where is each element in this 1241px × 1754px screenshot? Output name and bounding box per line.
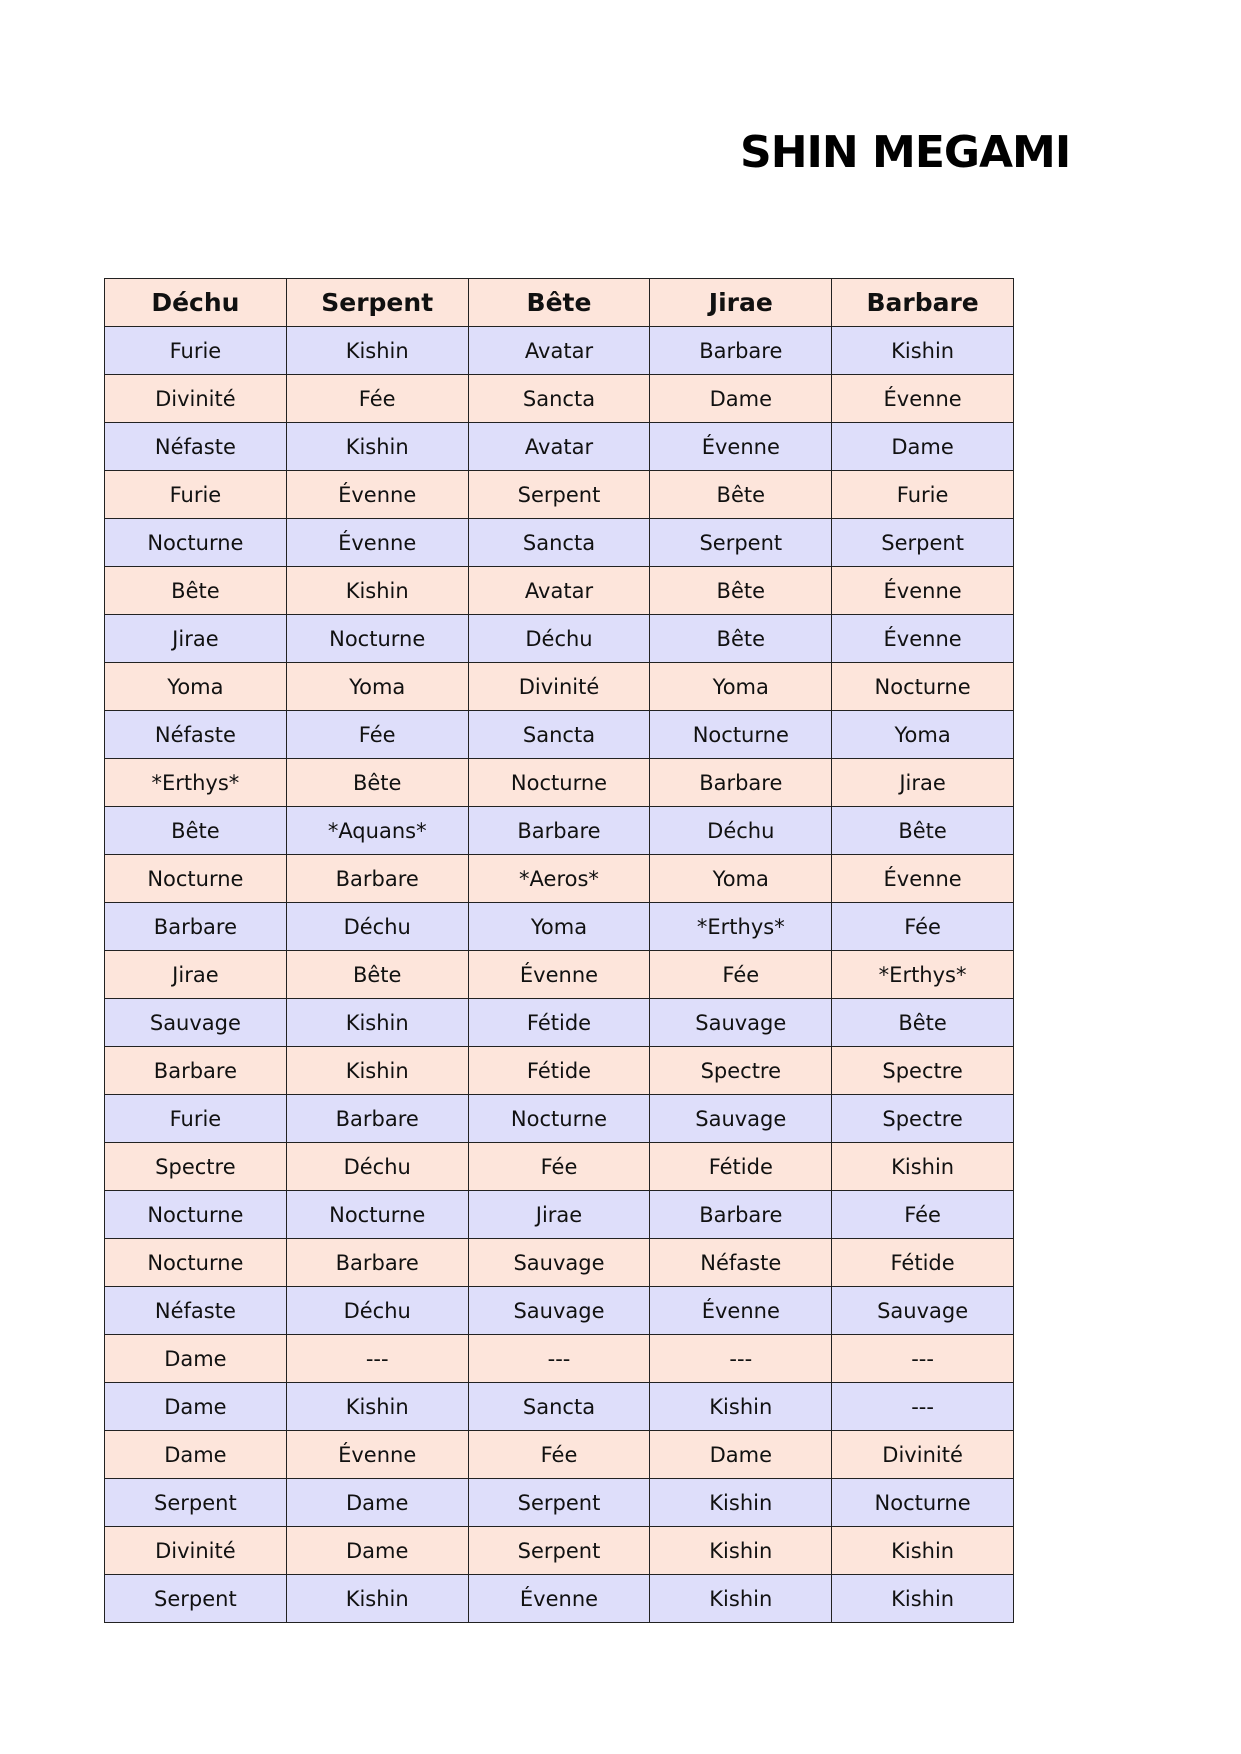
table-cell: Barbare (286, 855, 468, 903)
table-cell: Néfaste (105, 423, 287, 471)
table-row (105, 951, 1014, 999)
table-cell: Jirae (105, 951, 287, 999)
table-cell: Néfaste (650, 1239, 832, 1287)
table-cell: Furie (832, 471, 1014, 519)
table-cell: Sauvage (650, 1095, 832, 1143)
table-row (105, 615, 1014, 663)
table-cell: Kishin (650, 1383, 832, 1431)
table-cell: Dame (832, 423, 1014, 471)
table-cell: Fée (832, 903, 1014, 951)
table-cell: Sauvage (650, 999, 832, 1047)
table-cell: *Erthys* (650, 903, 832, 951)
table-row (105, 1479, 1014, 1527)
table-cell: Kishin (832, 1575, 1014, 1623)
table-cell: Évenne (650, 423, 832, 471)
table-cell: Fée (286, 375, 468, 423)
table-cell: Fée (286, 711, 468, 759)
table-cell: Déchu (468, 615, 650, 663)
table-cell: Dame (650, 375, 832, 423)
table-row (105, 1335, 1014, 1383)
table-cell: Néfaste (105, 1287, 287, 1335)
table-row (105, 1287, 1014, 1335)
table-cell: Dame (286, 1527, 468, 1575)
table-row (105, 1191, 1014, 1239)
table-cell: *Aquans* (286, 807, 468, 855)
table-row (105, 1575, 1014, 1623)
table-cell: Yoma (832, 711, 1014, 759)
column-header-bete: Bête (468, 279, 650, 327)
table-cell: Bête (105, 807, 287, 855)
table-row (105, 1383, 1014, 1431)
table-cell: *Aeros* (468, 855, 650, 903)
table-cell: Yoma (650, 855, 832, 903)
table-cell: Fée (468, 1143, 650, 1191)
table-cell: Jirae (832, 759, 1014, 807)
table-cell: Sancta (468, 711, 650, 759)
table-cell: Jirae (468, 1191, 650, 1239)
table-cell: Divinité (468, 663, 650, 711)
table-cell: Déchu (650, 807, 832, 855)
table-cell: Déchu (286, 903, 468, 951)
table-cell: Kishin (832, 1143, 1014, 1191)
table-cell: --- (286, 1335, 468, 1383)
table-cell: Bête (832, 999, 1014, 1047)
table-cell: Nocturne (105, 1191, 287, 1239)
table-cell: Évenne (832, 567, 1014, 615)
column-header-jirae: Jirae (650, 279, 832, 327)
table-cell: Furie (105, 1095, 287, 1143)
table-cell: Sancta (468, 519, 650, 567)
table-body (105, 327, 1014, 1623)
table-cell: Furie (105, 471, 287, 519)
table-cell: Évenne (832, 855, 1014, 903)
table-cell: Fétide (832, 1239, 1014, 1287)
table-cell: Sauvage (832, 1287, 1014, 1335)
table-cell: Spectre (650, 1047, 832, 1095)
table-cell: Évenne (650, 1287, 832, 1335)
table-row (105, 663, 1014, 711)
column-header-barbare: Barbare (832, 279, 1014, 327)
table-cell: Kishin (832, 327, 1014, 375)
table-row (105, 1527, 1014, 1575)
table-row (105, 567, 1014, 615)
table-cell: Yoma (286, 663, 468, 711)
table-cell: Nocturne (286, 1191, 468, 1239)
table-cell: Déchu (286, 1287, 468, 1335)
table-cell: Bête (650, 567, 832, 615)
table-row (105, 903, 1014, 951)
table-cell: Barbare (650, 1191, 832, 1239)
table-cell: Kishin (650, 1527, 832, 1575)
table-cell: Sauvage (105, 999, 287, 1047)
table-cell: Kishin (650, 1479, 832, 1527)
table-cell: Nocturne (468, 1095, 650, 1143)
table-cell: Barbare (650, 759, 832, 807)
table-cell: Fétide (468, 999, 650, 1047)
table-cell: Évenne (286, 519, 468, 567)
table-cell: Néfaste (105, 711, 287, 759)
table-cell: Serpent (468, 1479, 650, 1527)
table-cell: Évenne (832, 615, 1014, 663)
table-cell: Kishin (286, 999, 468, 1047)
table-cell: Kishin (286, 1047, 468, 1095)
table-cell: Spectre (832, 1095, 1014, 1143)
table-cell: Dame (286, 1479, 468, 1527)
table-cell: Spectre (105, 1143, 287, 1191)
table-row (105, 1239, 1014, 1287)
table-cell: Kishin (832, 1527, 1014, 1575)
table-cell: --- (832, 1335, 1014, 1383)
table-cell: Serpent (105, 1575, 287, 1623)
table-cell: Déchu (286, 1143, 468, 1191)
table-cell: Nocturne (105, 855, 287, 903)
table-cell: Kishin (286, 327, 468, 375)
table-cell: Divinité (105, 375, 287, 423)
table-cell: Évenne (832, 375, 1014, 423)
table-cell: Bête (650, 471, 832, 519)
table-cell: Divinité (105, 1527, 287, 1575)
table-cell: Dame (105, 1383, 287, 1431)
table-cell: Serpent (105, 1479, 287, 1527)
table-cell: Dame (105, 1431, 287, 1479)
fusion-table (104, 278, 1014, 1623)
table-cell: Yoma (468, 903, 650, 951)
table-cell: --- (832, 1383, 1014, 1431)
table-cell: Serpent (650, 519, 832, 567)
table-row (105, 519, 1014, 567)
table-cell: Yoma (105, 663, 287, 711)
table-cell: Bête (105, 567, 287, 615)
table-cell: Yoma (650, 663, 832, 711)
table-cell: Fétide (650, 1143, 832, 1191)
table-cell: Furie (105, 327, 287, 375)
table-cell: Jirae (105, 615, 287, 663)
title-container (740, 118, 1071, 188)
table-cell: Bête (286, 951, 468, 999)
table-row (105, 375, 1014, 423)
table-cell: Barbare (105, 1047, 287, 1095)
table-row (105, 999, 1014, 1047)
table-cell: Fée (832, 1191, 1014, 1239)
table-cell: Barbare (286, 1095, 468, 1143)
table-cell: Nocturne (286, 615, 468, 663)
table-row (105, 807, 1014, 855)
column-header-dechu: Déchu (105, 279, 287, 327)
table-cell: Avatar (468, 567, 650, 615)
table-cell: Bête (650, 615, 832, 663)
table-cell: *Erthys* (832, 951, 1014, 999)
table-cell: Serpent (468, 1527, 650, 1575)
table-cell: Nocturne (650, 711, 832, 759)
table-cell: Dame (650, 1431, 832, 1479)
table-cell: Nocturne (105, 1239, 287, 1287)
table-cell: Bête (286, 759, 468, 807)
header-row (105, 279, 1014, 327)
table-cell: Serpent (832, 519, 1014, 567)
table-cell: Évenne (286, 1431, 468, 1479)
table-row (105, 1095, 1014, 1143)
table-row (105, 1047, 1014, 1095)
table-row (105, 711, 1014, 759)
table-cell: Évenne (468, 951, 650, 999)
table-row (105, 327, 1014, 375)
table-cell: --- (650, 1335, 832, 1383)
table-cell: Fétide (468, 1047, 650, 1095)
table-cell: Bête (832, 807, 1014, 855)
table-cell: Spectre (832, 1047, 1014, 1095)
table-row (105, 423, 1014, 471)
table-cell: Nocturne (105, 519, 287, 567)
page-title: SHIN MEGAMI (740, 127, 1071, 178)
table-cell: Sauvage (468, 1287, 650, 1335)
table-cell: Sauvage (468, 1239, 650, 1287)
table-row (105, 759, 1014, 807)
table-cell: Dame (105, 1335, 287, 1383)
table-cell: --- (468, 1335, 650, 1383)
table-cell: Divinité (832, 1431, 1014, 1479)
table-row (105, 471, 1014, 519)
table-cell: Nocturne (832, 1479, 1014, 1527)
table-cell: Sancta (468, 1383, 650, 1431)
table-cell: Barbare (468, 807, 650, 855)
table-row (105, 1143, 1014, 1191)
table-cell: Kishin (650, 1575, 832, 1623)
table-cell: Barbare (105, 903, 287, 951)
table-cell: Kishin (286, 567, 468, 615)
table-cell: Barbare (286, 1239, 468, 1287)
table-cell: Sancta (468, 375, 650, 423)
table-row (105, 1431, 1014, 1479)
table-row (105, 855, 1014, 903)
table-cell: Kishin (286, 423, 468, 471)
table-cell: Nocturne (832, 663, 1014, 711)
table-cell: Kishin (286, 1575, 468, 1623)
column-header-serpent: Serpent (286, 279, 468, 327)
table-cell: Nocturne (468, 759, 650, 807)
table-cell: Évenne (286, 471, 468, 519)
table-cell: Fée (468, 1431, 650, 1479)
table-cell: Évenne (468, 1575, 650, 1623)
table-cell: Barbare (650, 327, 832, 375)
table-cell: Serpent (468, 471, 650, 519)
table-cell: Avatar (468, 327, 650, 375)
table-cell: Fée (650, 951, 832, 999)
table-cell: Avatar (468, 423, 650, 471)
table-cell: Kishin (286, 1383, 468, 1431)
table-cell: *Erthys* (105, 759, 287, 807)
